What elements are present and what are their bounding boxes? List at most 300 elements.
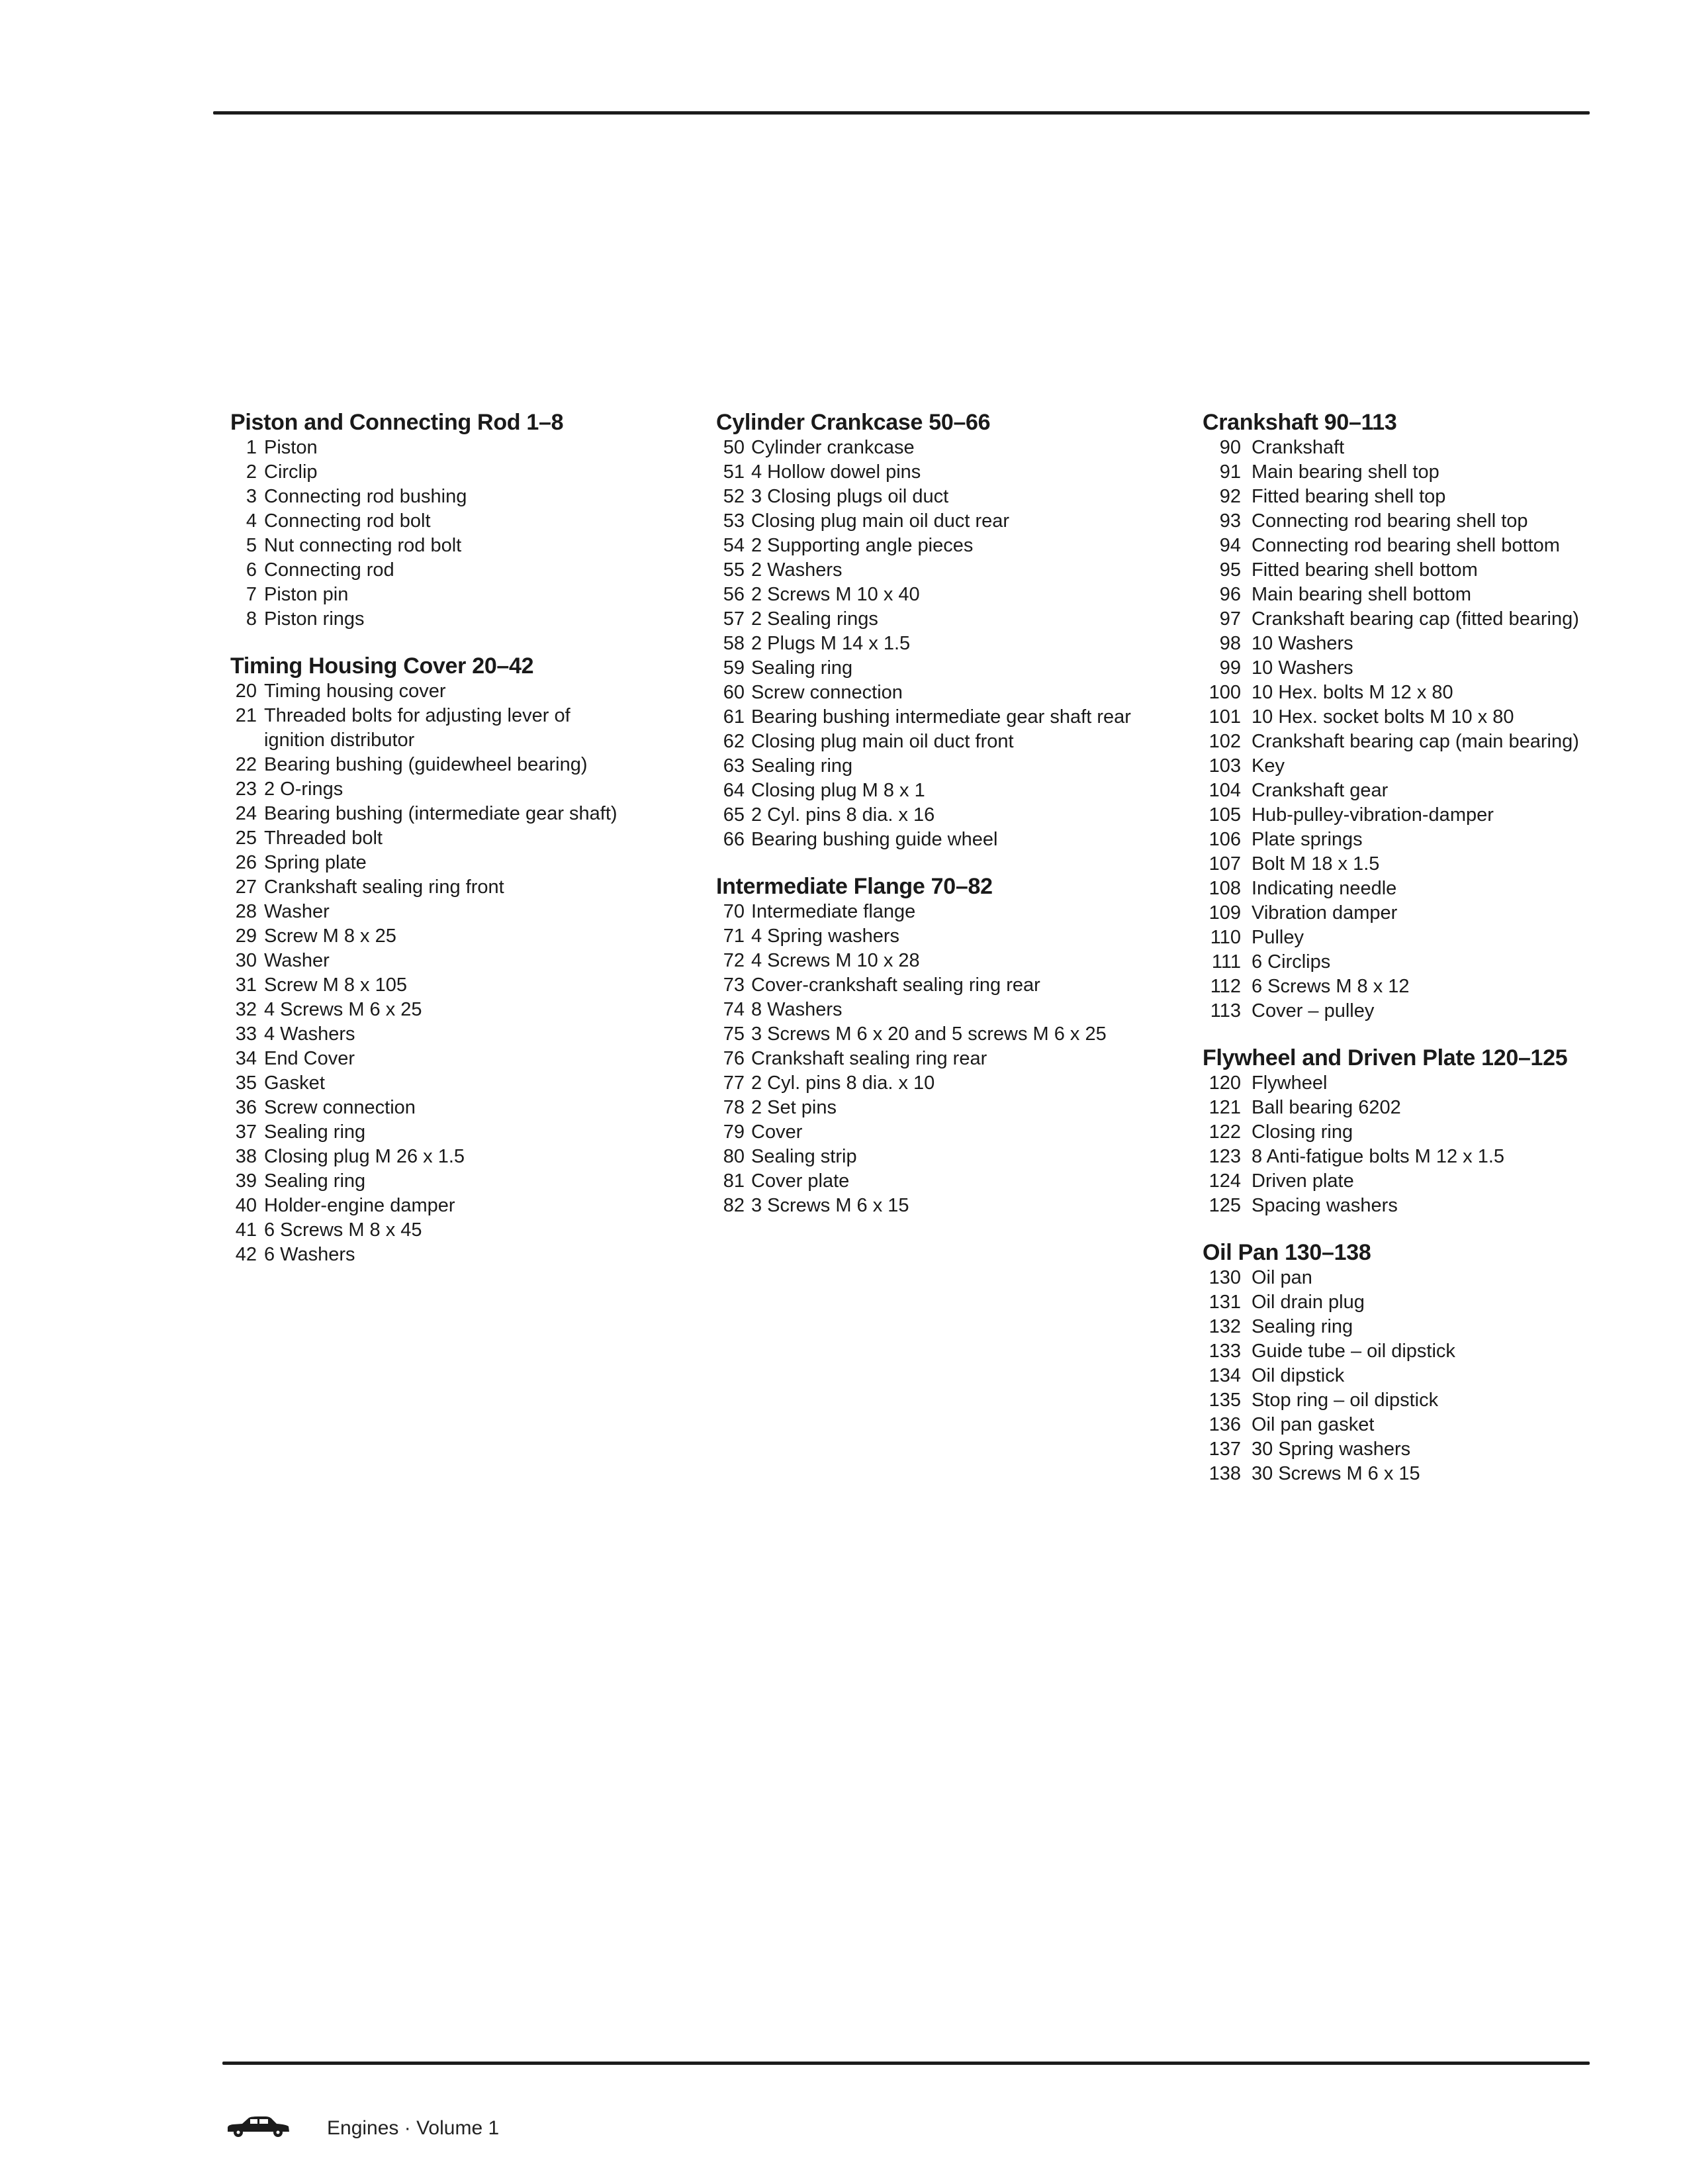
part-description: Gasket — [264, 1072, 325, 1094]
part-item — [1203, 877, 1591, 901]
part-number: 78 — [723, 1097, 745, 1118]
part-number: 124 — [1208, 1170, 1241, 1192]
part-description: Main bearing shell top — [1252, 461, 1439, 483]
part-description: 6 Circlips — [1252, 951, 1331, 973]
part-item — [716, 973, 1193, 998]
part-number: 38 — [235, 1146, 257, 1167]
part-description: Piston — [264, 437, 318, 458]
part-description: Closing plug M 8 x 1 — [751, 780, 925, 801]
part-item — [716, 900, 1193, 924]
part-description: Spacing washers — [1252, 1195, 1398, 1216]
part-description: Plate springs — [1252, 829, 1363, 850]
part-number: 82 — [723, 1195, 745, 1216]
part-description: Oil pan gasket — [1252, 1414, 1375, 1435]
part-item — [230, 558, 733, 583]
part-number: 30 — [235, 950, 257, 971]
part-description: Connecting rod bearing shell top — [1252, 510, 1528, 532]
parts-section — [1203, 1045, 1591, 1218]
part-item — [230, 607, 733, 632]
part-description: Cylinder crankcase — [751, 437, 915, 458]
column-1 — [230, 409, 733, 1267]
part-description: Closing ring — [1252, 1121, 1353, 1143]
part-item — [230, 1145, 733, 1169]
part-item — [1203, 1071, 1591, 1096]
part-number: 53 — [723, 510, 745, 532]
part-description: Oil drain plug — [1252, 1292, 1365, 1313]
part-item — [230, 949, 733, 973]
part-number: 108 — [1208, 878, 1241, 899]
part-description: Screw connection — [751, 682, 903, 703]
part-description: 3 Screws M 6 x 15 — [751, 1195, 909, 1216]
part-item — [1203, 852, 1591, 877]
part-number: 74 — [723, 999, 745, 1020]
part-description: Fitted bearing shell bottom — [1252, 559, 1478, 581]
part-description: Pulley — [1252, 927, 1304, 948]
part-number: 106 — [1208, 829, 1241, 850]
part-item — [1203, 1290, 1591, 1315]
part-item — [230, 1243, 733, 1267]
part-item — [716, 681, 1193, 705]
part-description: 2 Plugs M 14 x 1.5 — [751, 633, 911, 654]
part-item — [230, 875, 733, 900]
part-description: Piston pin — [264, 584, 349, 605]
part-number: 81 — [723, 1170, 745, 1192]
part-description: 10 Hex. socket bolts M 10 x 80 — [1252, 706, 1514, 728]
part-number: 75 — [723, 1023, 745, 1045]
part-item — [1203, 534, 1591, 558]
part-number: 95 — [1219, 559, 1241, 581]
top-rule — [213, 111, 1590, 115]
part-number: 121 — [1208, 1097, 1241, 1118]
part-description-continued: ignition distributor — [264, 730, 415, 751]
part-item — [716, 730, 1193, 754]
part-number: 102 — [1208, 731, 1241, 752]
part-description: Cover-crankshaft sealing ring rear — [751, 974, 1040, 996]
part-number: 28 — [235, 901, 257, 922]
part-description: Oil pan — [1252, 1267, 1312, 1288]
part-item — [230, 1047, 733, 1071]
part-number: 52 — [723, 486, 745, 507]
part-description: Intermediate flange — [751, 901, 916, 922]
part-description: Driven plate — [1252, 1170, 1354, 1192]
part-item — [716, 1096, 1193, 1120]
part-description: Crankshaft bearing cap (main bearing) — [1252, 731, 1579, 752]
part-number: 91 — [1219, 461, 1241, 483]
part-description: Indicating needle — [1252, 878, 1397, 899]
part-number: 73 — [723, 974, 745, 996]
part-item — [230, 1169, 733, 1194]
section-heading: Timing Housing Cover 20–42 — [230, 653, 534, 679]
part-item — [1203, 999, 1591, 1023]
footer-title: Engines · Volume 1 — [327, 2117, 500, 2139]
part-number: 76 — [723, 1048, 745, 1069]
part-description: Bearing bushing guide wheel — [751, 829, 998, 850]
part-number: 32 — [235, 999, 257, 1020]
part-description: Cover plate — [751, 1170, 850, 1192]
part-number: 55 — [723, 559, 745, 581]
part-description: Connecting rod bolt — [264, 510, 431, 532]
part-number: 111 — [1211, 951, 1241, 973]
part-description: Bearing bushing (guidewheel bearing) — [264, 754, 588, 775]
part-number: 72 — [723, 950, 745, 971]
part-number: 41 — [235, 1219, 257, 1241]
part-item — [716, 779, 1193, 803]
part-description: 30 Screws M 6 x 15 — [1252, 1463, 1420, 1484]
part-number: 37 — [235, 1121, 257, 1143]
part-number: 50 — [723, 437, 745, 458]
part-description: Ball bearing 6202 — [1252, 1097, 1401, 1118]
part-description: 4 Washers — [264, 1023, 355, 1045]
part-number: 35 — [235, 1072, 257, 1094]
part-number: 25 — [235, 828, 257, 849]
part-number: 27 — [235, 877, 257, 898]
part-number: 63 — [723, 755, 745, 777]
part-item — [716, 754, 1193, 779]
part-description: 2 Cyl. pins 8 dia. x 16 — [751, 804, 935, 826]
part-number: 112 — [1210, 976, 1241, 997]
part-item — [1203, 1194, 1591, 1218]
part-description: End Cover — [264, 1048, 355, 1069]
part-item — [1203, 828, 1591, 852]
part-description: 2 Screws M 10 x 40 — [751, 584, 920, 605]
part-item — [230, 679, 733, 704]
part-item — [1203, 436, 1591, 460]
part-number: 125 — [1208, 1195, 1241, 1216]
part-description: Vibration damper — [1252, 902, 1398, 924]
part-number: 60 — [723, 682, 745, 703]
part-description: Spring plate — [264, 852, 367, 873]
part-description: Crankshaft gear — [1252, 780, 1389, 801]
parts-section — [716, 873, 1193, 1218]
part-number: 123 — [1208, 1146, 1241, 1167]
part-item — [1203, 1413, 1591, 1437]
part-item — [1203, 509, 1591, 534]
part-description: Crankshaft sealing ring rear — [751, 1048, 987, 1069]
part-item — [716, 436, 1193, 460]
part-number: 96 — [1219, 584, 1241, 605]
part-item — [716, 705, 1193, 730]
part-item — [716, 949, 1193, 973]
part-item — [1203, 1120, 1591, 1145]
part-item — [1203, 1339, 1591, 1364]
part-item — [230, 704, 733, 728]
section-heading: Piston and Connecting Rod 1–8 — [230, 410, 564, 435]
part-item — [230, 802, 733, 826]
part-description: Connecting rod — [264, 559, 394, 581]
part-number: 39 — [235, 1170, 257, 1192]
part-item — [1203, 901, 1591, 926]
part-number: 66 — [723, 829, 745, 850]
part-description: Connecting rod bushing — [264, 486, 467, 507]
part-item — [230, 1218, 733, 1243]
part-item — [716, 460, 1193, 485]
part-description: Washer — [264, 950, 330, 971]
part-description: 4 Hollow dowel pins — [751, 461, 921, 483]
part-number: 62 — [723, 731, 745, 752]
section-heading: Cylinder Crankcase 50–66 — [716, 410, 991, 435]
parts-section — [716, 409, 1193, 852]
part-description: Hub-pulley-vibration-damper — [1252, 804, 1494, 826]
part-item — [716, 558, 1193, 583]
part-description: Oil dipstick — [1252, 1365, 1345, 1386]
parts-section — [1203, 409, 1591, 1023]
part-item — [716, 1145, 1193, 1169]
part-description: Cover — [751, 1121, 803, 1143]
part-number: 64 — [723, 780, 745, 801]
parts-section — [230, 653, 733, 1267]
part-number: 8 — [246, 608, 257, 630]
column-3 — [1203, 409, 1591, 1486]
part-number: 99 — [1219, 657, 1241, 679]
part-number: 104 — [1208, 780, 1241, 801]
section-heading: Crankshaft 90–113 — [1203, 410, 1397, 435]
part-item — [1203, 1364, 1591, 1388]
part-description: Bearing bushing (intermediate gear shaft) — [264, 803, 617, 824]
part-number: 122 — [1208, 1121, 1241, 1143]
part-item — [716, 998, 1193, 1022]
part-number: 94 — [1219, 535, 1241, 556]
part-item — [230, 509, 733, 534]
part-item — [230, 998, 733, 1022]
part-number: 93 — [1219, 510, 1241, 532]
part-item — [1203, 1169, 1591, 1194]
part-number: 58 — [723, 633, 745, 654]
parts-section — [1203, 1239, 1591, 1486]
part-item — [716, 803, 1193, 828]
part-description: Sealing ring — [751, 755, 853, 777]
part-description: 3 Closing plugs oil duct — [751, 486, 949, 507]
bottom-rule — [222, 2062, 1590, 2065]
part-item — [230, 753, 733, 777]
part-item — [1203, 705, 1591, 730]
part-description: Washer — [264, 901, 330, 922]
part-number: 1 — [246, 437, 257, 458]
part-description: 6 Washers — [264, 1244, 355, 1265]
part-description: Screw M 8 x 25 — [264, 926, 396, 947]
part-number: 33 — [235, 1023, 257, 1045]
part-item — [1203, 632, 1591, 656]
part-item — [1203, 607, 1591, 632]
part-item — [230, 460, 733, 485]
part-number: 59 — [723, 657, 745, 679]
part-number: 90 — [1219, 437, 1241, 458]
part-description: 4 Screws M 10 x 28 — [751, 950, 920, 971]
part-number: 71 — [723, 926, 745, 947]
part-item — [1203, 1145, 1591, 1169]
part-item — [230, 924, 733, 949]
part-item — [230, 1194, 733, 1218]
part-description: 2 O-rings — [264, 779, 343, 800]
part-number: 57 — [723, 608, 745, 630]
section-heading: Flywheel and Driven Plate 120–125 — [1203, 1045, 1568, 1070]
part-description: 2 Set pins — [751, 1097, 837, 1118]
part-number: 120 — [1208, 1072, 1241, 1094]
part-number: 3 — [246, 486, 257, 507]
part-number: 100 — [1208, 682, 1241, 703]
part-number: 22 — [235, 754, 257, 775]
part-number: 103 — [1208, 755, 1241, 777]
part-description: Nut connecting rod bolt — [264, 535, 462, 556]
part-number: 61 — [723, 706, 745, 728]
part-description: Guide tube – oil dipstick — [1252, 1341, 1455, 1362]
part-description: Sealing ring — [264, 1121, 366, 1143]
part-number: 135 — [1208, 1390, 1241, 1411]
part-number: 130 — [1208, 1267, 1241, 1288]
part-item — [1203, 754, 1591, 779]
part-item — [230, 534, 733, 558]
column-2 — [716, 409, 1193, 1218]
section-heading: Intermediate Flange 70–82 — [716, 874, 993, 899]
part-item — [1203, 460, 1591, 485]
part-item — [1203, 1315, 1591, 1339]
part-description: Key — [1252, 755, 1285, 777]
part-number: 107 — [1208, 853, 1241, 875]
part-description: Bolt M 18 x 1.5 — [1252, 853, 1380, 875]
part-description: 6 Screws M 8 x 45 — [264, 1219, 422, 1241]
part-item — [1203, 583, 1591, 607]
part-item — [1203, 926, 1591, 950]
part-description: Circlip — [264, 461, 318, 483]
part-description: Timing housing cover — [264, 681, 446, 702]
part-item — [1203, 1096, 1591, 1120]
part-description: Crankshaft bearing cap (fitted bearing) — [1252, 608, 1579, 630]
part-description: 10 Washers — [1252, 657, 1353, 679]
part-number: 97 — [1219, 608, 1241, 630]
part-item — [716, 1120, 1193, 1145]
part-item — [230, 777, 733, 802]
part-item — [1203, 779, 1591, 803]
part-number: 26 — [235, 852, 257, 873]
part-item — [716, 534, 1193, 558]
part-description: Fitted bearing shell top — [1252, 486, 1446, 507]
part-item — [1203, 485, 1591, 509]
part-number: 65 — [723, 804, 745, 826]
part-description: 2 Washers — [751, 559, 843, 581]
part-description: 10 Hex. bolts M 12 x 80 — [1252, 682, 1453, 703]
part-item — [716, 1022, 1193, 1047]
part-description: Crankshaft sealing ring front — [264, 877, 504, 898]
part-description: Sealing ring — [1252, 1316, 1353, 1337]
part-item — [230, 973, 733, 998]
part-description: Closing plug main oil duct rear — [751, 510, 1010, 532]
part-item — [716, 1194, 1193, 1218]
part-item — [1203, 1266, 1591, 1290]
part-item — [716, 607, 1193, 632]
part-number: 105 — [1208, 804, 1241, 826]
part-description: Screw connection — [264, 1097, 416, 1118]
part-number: 2 — [246, 461, 257, 483]
part-number: 23 — [235, 779, 257, 800]
part-number: 92 — [1219, 486, 1241, 507]
part-description: 30 Spring washers — [1252, 1439, 1411, 1460]
part-description: Closing plug M 26 x 1.5 — [264, 1146, 465, 1167]
part-number: 70 — [723, 901, 745, 922]
part-description: 2 Sealing rings — [751, 608, 878, 630]
part-number: 36 — [235, 1097, 257, 1118]
part-description: Stop ring – oil dipstick — [1252, 1390, 1439, 1411]
part-item — [716, 485, 1193, 509]
part-item — [230, 1120, 733, 1145]
part-number: 5 — [246, 535, 257, 556]
part-number: 132 — [1208, 1316, 1241, 1337]
part-number: 131 — [1208, 1292, 1241, 1313]
part-description: Cover – pulley — [1252, 1000, 1375, 1021]
part-description: Threaded bolt — [264, 828, 383, 849]
part-item — [716, 924, 1193, 949]
part-number: 134 — [1208, 1365, 1241, 1386]
part-number: 7 — [246, 584, 257, 605]
part-description: 8 Anti-fatigue bolts M 12 x 1.5 — [1252, 1146, 1505, 1167]
part-description: 3 Screws M 6 x 20 and 5 screws M 6 x 25 — [751, 1023, 1107, 1045]
part-item — [230, 485, 733, 509]
part-item — [1203, 656, 1591, 681]
part-item — [716, 1169, 1193, 1194]
part-description: Crankshaft — [1252, 437, 1345, 458]
car-icon — [225, 2116, 291, 2140]
part-description: 4 Screws M 6 x 25 — [264, 999, 422, 1020]
part-description: Sealing strip — [751, 1146, 857, 1167]
part-item — [716, 632, 1193, 656]
part-item — [716, 828, 1193, 852]
part-item — [230, 1096, 733, 1120]
part-item — [1203, 950, 1591, 974]
part-description: 6 Screws M 8 x 12 — [1252, 976, 1410, 997]
part-number: 31 — [235, 974, 257, 996]
part-item — [1203, 1437, 1591, 1462]
part-number: 51 — [723, 461, 745, 483]
part-description: 8 Washers — [751, 999, 843, 1020]
part-description: 2 Cyl. pins 8 dia. x 10 — [751, 1072, 935, 1094]
part-number: 98 — [1219, 633, 1241, 654]
part-description: 2 Supporting angle pieces — [751, 535, 974, 556]
part-description: Screw M 8 x 105 — [264, 974, 407, 996]
part-item — [230, 851, 733, 875]
part-item — [716, 509, 1193, 534]
part-description: Threaded bolts for adjusting lever of — [264, 705, 570, 726]
part-item — [1203, 974, 1591, 999]
part-item — [230, 583, 733, 607]
part-item — [716, 1071, 1193, 1096]
parts-section — [230, 409, 733, 632]
part-description: 10 Washers — [1252, 633, 1353, 654]
part-number: 6 — [246, 559, 257, 581]
part-description: Flywheel — [1252, 1072, 1328, 1094]
part-description: Bearing bushing intermediate gear shaft rear — [751, 706, 1131, 728]
part-number: 101 — [1208, 706, 1241, 728]
part-description: 4 Spring washers — [751, 926, 900, 947]
part-number: 56 — [723, 584, 745, 605]
part-number: 4 — [246, 510, 257, 532]
part-item — [1203, 730, 1591, 754]
part-description: Holder-engine damper — [264, 1195, 455, 1216]
part-description: Piston rings — [264, 608, 365, 630]
section-heading: Oil Pan 130–138 — [1203, 1240, 1371, 1265]
part-item — [230, 436, 733, 460]
part-item — [1203, 681, 1591, 705]
part-number: 77 — [723, 1072, 745, 1094]
part-number: 54 — [723, 535, 745, 556]
part-item — [230, 900, 733, 924]
part-number: 109 — [1208, 902, 1241, 924]
part-number: 113 — [1210, 1000, 1241, 1021]
part-number: 79 — [723, 1121, 745, 1143]
part-number: 137 — [1208, 1439, 1241, 1460]
part-item — [1203, 1462, 1591, 1486]
part-description: Connecting rod bearing shell bottom — [1252, 535, 1560, 556]
part-number: 29 — [235, 926, 257, 947]
part-number: 21 — [235, 705, 257, 726]
part-number: 133 — [1208, 1341, 1241, 1362]
